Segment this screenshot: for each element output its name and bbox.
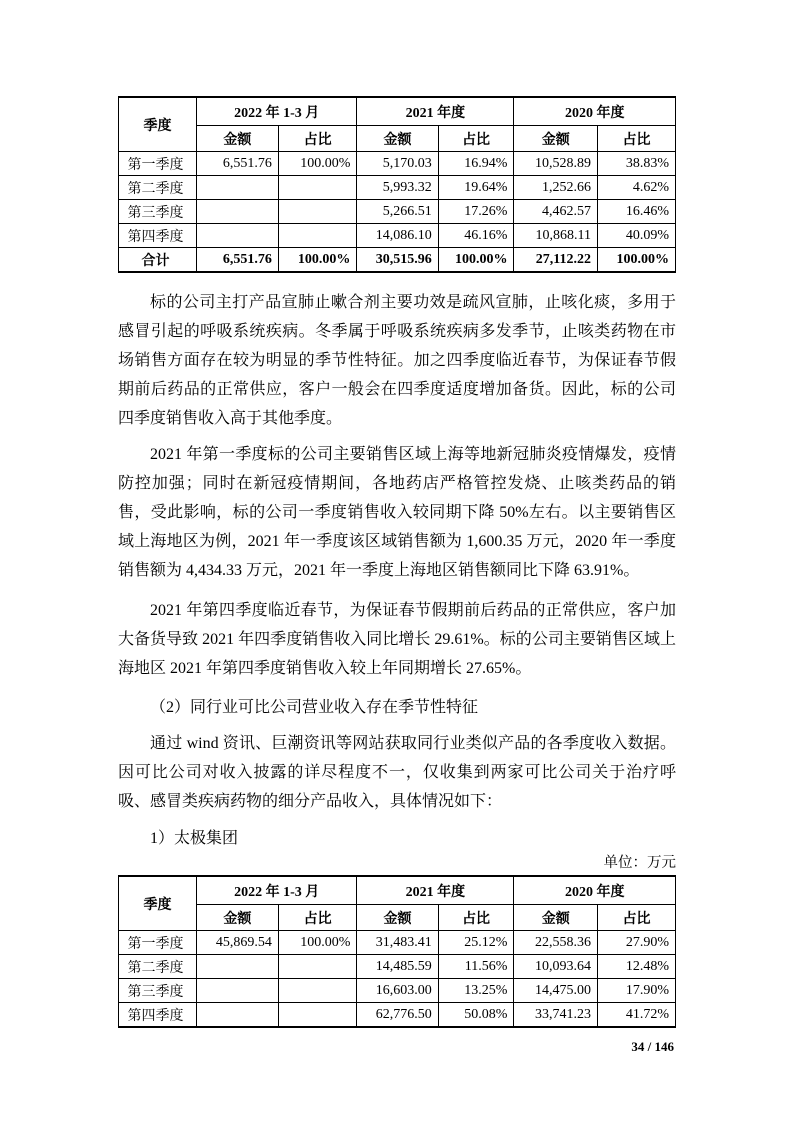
cell-ratio: 12.48%: [597, 955, 675, 979]
col-header-ratio: 占比: [597, 905, 675, 931]
list-item-taiji-group: 1）太极集团: [150, 830, 239, 847]
col-header-ratio: 占比: [438, 126, 514, 152]
cell-amount: [196, 176, 278, 200]
cell-quarter-label: 第一季度: [119, 931, 197, 955]
cell-ratio: [278, 176, 357, 200]
heading-item-2: （2）同行业可比公司营业收入存在季节性特征: [150, 699, 479, 716]
cell-ratio: 19.64%: [438, 176, 514, 200]
cell-amount: 16,603.00: [357, 979, 438, 1003]
cell-ratio: 100.00%: [438, 248, 514, 273]
cell-amount: 10,528.89: [514, 152, 598, 176]
cell-ratio: [278, 955, 357, 979]
cell-amount: 5,266.51: [357, 200, 438, 224]
cell-amount: [196, 1003, 278, 1028]
cell-ratio: 17.90%: [597, 979, 675, 1003]
col-header-amount: 金额: [196, 905, 278, 931]
cell-ratio: [278, 224, 357, 248]
cell-ratio: 25.12%: [438, 931, 514, 955]
cell-amount: 31,483.41: [357, 931, 438, 955]
cell-ratio: 100.00%: [597, 248, 675, 273]
cell-amount: 14,485.59: [357, 955, 438, 979]
cell-quarter-label: 第三季度: [119, 979, 197, 1003]
cell-quarter-label: 第四季度: [119, 224, 197, 248]
cell-amount: 6,551.76: [196, 248, 278, 273]
col-header-period-2022: 2022 年 1-3 月: [196, 876, 356, 905]
cell-amount: [196, 200, 278, 224]
table-row: [119, 979, 676, 1003]
cell-amount: 6,551.76: [196, 152, 278, 176]
page-content: [118, 0, 676, 1055]
cell-total-label: 合计: [119, 248, 197, 273]
col-header-period-2020: 2020 年度: [514, 97, 676, 126]
cell-ratio: [278, 1003, 357, 1028]
unit-note: 单位：万元: [603, 855, 676, 871]
cell-amount: 22,558.36: [514, 931, 598, 955]
cell-amount: 27,112.22: [514, 248, 598, 273]
col-header-period-2020: 2020 年度: [514, 876, 676, 905]
cell-quarter-label: 第二季度: [119, 176, 197, 200]
cell-ratio: 100.00%: [278, 152, 357, 176]
cell-ratio: 4.62%: [597, 176, 675, 200]
paragraph-comparable-companies: 通过 wind 资讯、巨潮资讯等网站获取同行业类似产品的各季度收入数据。因可比公司对收入披露的详尽程度不一，仅收集到两家可比公司关于治疗呼吸、感冒类疾病药物的细分产品收入，具体情况如下：: [118, 735, 676, 810]
cell-amount: 30,515.96: [357, 248, 438, 273]
table-row: [119, 152, 676, 176]
col-header-period-2022: 2022 年 1-3 月: [196, 97, 356, 126]
table-row: [119, 931, 676, 955]
cell-amount: 33,741.23: [514, 1003, 598, 1028]
cell-ratio: 46.16%: [438, 224, 514, 248]
cell-amount: 62,776.50: [357, 1003, 438, 1028]
table-total-row: [119, 248, 676, 273]
cell-ratio: 40.09%: [597, 224, 675, 248]
cell-amount: [196, 955, 278, 979]
table-row: [119, 1003, 676, 1028]
paragraph-product-seasonality: 标的公司主打产品宣肺止嗽合剂主要功效是疏风宣肺，止咳化痰，多用于感冒引起的呼吸系统疾病。冬季属于呼吸系统疾病多发季节，止咳类药物在市场销售方面存在较为明显的季节性特征。加之四季度临近春节，为保证春节假期前后药品的正常供应，客户一般会在四季度适度增加备货。因此，标的公司四季度销售收入高于其他季度。: [118, 294, 676, 427]
cell-quarter-label: 第二季度: [119, 955, 197, 979]
cell-ratio: 41.72%: [597, 1003, 675, 1028]
cell-ratio: 13.25%: [438, 979, 514, 1003]
cell-amount: 1,252.66: [514, 176, 598, 200]
target-company-quarterly-revenue-table: [118, 96, 676, 273]
col-header-amount: 金额: [196, 126, 278, 152]
col-header-ratio: 占比: [438, 905, 514, 931]
taiji-group-quarterly-revenue-table: [118, 875, 676, 1028]
cell-amount: 45,869.54: [196, 931, 278, 955]
cell-ratio: [278, 979, 357, 1003]
col-header-amount: 金额: [357, 905, 438, 931]
cell-quarter-label: 第三季度: [119, 200, 197, 224]
cell-amount: 14,475.00: [514, 979, 598, 1003]
table-row: [119, 176, 676, 200]
paragraph-2021q4-growth: 2021 年第四季度临近春节，为保证春节假期前后药品的正常供应，客户加大备货导致 2021 年四季度销售收入同比增长 29.61%。标的公司主要销售区域上海地区 2021 年第四季度销售收入较上年同期增长 27.65%。: [118, 602, 676, 677]
table-row: [119, 955, 676, 979]
cell-quarter-label: 第一季度: [119, 152, 197, 176]
cell-amount: [196, 224, 278, 248]
cell-amount: 10,868.11: [514, 224, 598, 248]
cell-ratio: 100.00%: [278, 248, 357, 273]
page-number: 34 / 146: [631, 1039, 674, 1054]
col-header-period-2021: 2021 年度: [357, 97, 514, 126]
col-header-amount: 金额: [514, 126, 598, 152]
col-header-ratio: 占比: [597, 126, 675, 152]
cell-ratio: [278, 200, 357, 224]
cell-ratio: 50.08%: [438, 1003, 514, 1028]
cell-amount: 14,086.10: [357, 224, 438, 248]
col-header-ratio: 占比: [278, 905, 357, 931]
cell-quarter-label: 第四季度: [119, 1003, 197, 1028]
cell-amount: 10,093.64: [514, 955, 598, 979]
cell-ratio: 11.56%: [438, 955, 514, 979]
col-header-amount: 金额: [357, 126, 438, 152]
table-row: [119, 224, 676, 248]
cell-amount: [196, 979, 278, 1003]
cell-ratio: 17.26%: [438, 200, 514, 224]
col-header-quarter: 季度: [119, 876, 197, 931]
cell-amount: 5,993.32: [357, 176, 438, 200]
col-header-quarter: 季度: [119, 97, 197, 152]
table-row: [119, 200, 676, 224]
cell-ratio: 27.90%: [597, 931, 675, 955]
paragraph-2021q1-covid-impact: 2021 年第一季度标的公司主要销售区域上海等地新冠肺炎疫情爆发，疫情防控加强；同时在新冠疫情期间，各地药店严格管控发烧、止咳类药品的销售，受此影响，标的公司一季度销售收入较同期下降 50%左右。以主要销售区域上海地区为例，2021 年一季度该区域销售额为 1,600.35 万元，2020 年一季度销售额为 4,434.33 万元，2021 年一季度上海地区销售额同比下降 63.91%。: [118, 446, 676, 579]
cell-amount: 5,170.03: [357, 152, 438, 176]
col-header-period-2021: 2021 年度: [357, 876, 514, 905]
cell-ratio: 16.46%: [597, 200, 675, 224]
cell-ratio: 38.83%: [597, 152, 675, 176]
cell-ratio: 16.94%: [438, 152, 514, 176]
cell-amount: 4,462.57: [514, 200, 598, 224]
cell-ratio: 100.00%: [278, 931, 357, 955]
col-header-ratio: 占比: [278, 126, 357, 152]
col-header-amount: 金额: [514, 905, 598, 931]
